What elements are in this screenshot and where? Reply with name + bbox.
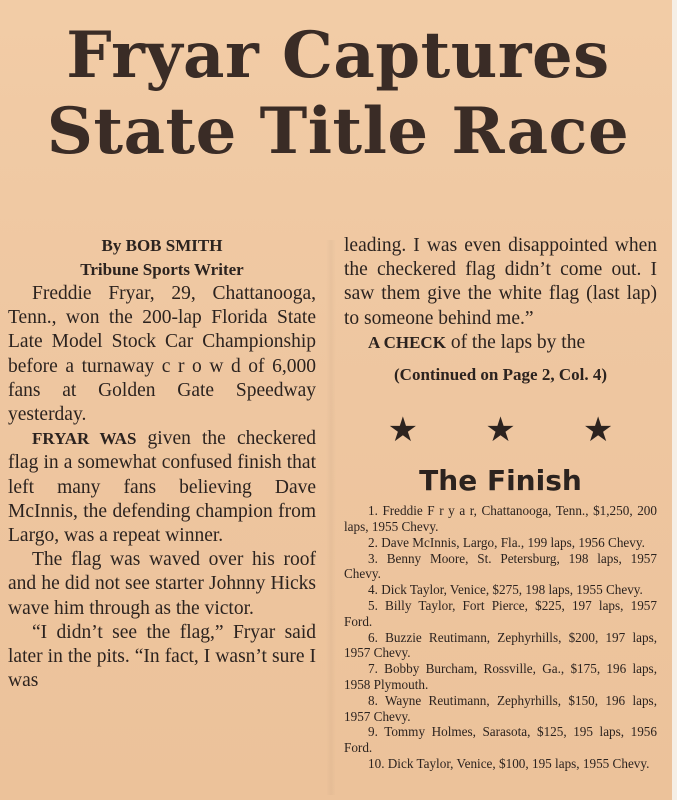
byline-role: Tribune Sports Writer — [80, 260, 244, 279]
paragraph-3: The flag was waved over his roof and he did not see starter Johnny Hicks wave him through as the victor. — [8, 549, 316, 619]
finish-heading: The Finish — [419, 464, 582, 498]
continued-note: (Continued on Page 2, Col. 4) — [394, 365, 607, 385]
star-icon: ★ — [485, 412, 516, 450]
paragraph-6 — [344, 331, 657, 355]
finish-item: 8. Wayne Reutimann, Zephyrhills, $150, 196 laps, 1957 Chevy. — [344, 692, 657, 724]
paragraph-2 — [8, 427, 316, 548]
finish-results-list — [344, 503, 657, 772]
headline-line-2: State Title Race — [46, 94, 630, 169]
byline-author: By BOB SMITH — [101, 236, 223, 255]
column-gutter — [326, 240, 336, 795]
star-icon: ★ — [582, 412, 614, 450]
finish-item: 10. Dick Taylor, Venice, $100, 195 laps, 1955 Chevy. — [368, 755, 650, 771]
finish-item: 1. Freddie F r y a r, Chattanooga, Tenn., $1,250, 200 laps, 1955 Chevy. — [344, 503, 657, 535]
finish-item: 4. Dick Taylor, Venice, $275, 198 laps, 1955 Chevy. — [368, 582, 643, 598]
finish-item: 9. Tommy Holmes, Sarasota, $125, 195 laps, 1956 Ford. — [344, 724, 657, 756]
finish-item: 3. Benny Moore, St. Petersburg, 198 laps, 1957 Chevy. — [344, 550, 657, 582]
article-column-1 — [8, 234, 316, 693]
finish-item: 6. Buzzie Reutimann, Zephyrhills, $200, 197 laps, 1957 Chevy. — [344, 629, 657, 661]
article-column-2 — [344, 234, 657, 772]
headline-line-1: Fryar Captures — [66, 18, 610, 93]
star-icon: ★ — [387, 412, 419, 450]
paragraph-5: leading. I was even disappointed when the checkered flag didn’t come out. I saw them give the white flag (last lap) to someone behind me.” — [344, 235, 657, 329]
finish-item: 5. Billy Taylor, Fort Pierce, $225, 197 laps, 1957 Ford. — [344, 598, 657, 629]
paragraph-2-text: given the checkered flag in a somewhat confused finish that left many fans believing Dave McInnis, the defending champion from Largo, was a repeat winner. — [8, 428, 317, 547]
finish-item: 2. Dave McInnis, Largo, Fla., 199 laps, 1956 Chevy. — [368, 534, 645, 550]
paragraph-2-lead: FRYAR WAS — [32, 429, 137, 449]
finish-item: 7. Bobby Burcham, Rossville, Ga., $175, 196 laps, 1958 Plymouth. — [344, 661, 657, 692]
headline — [8, 18, 668, 170]
paragraph-6-text: of the laps by the — [445, 331, 586, 353]
clipping-edge — [672, 0, 677, 800]
paragraph-4: “I didn’t see the flag,” Fryar said later in the pits. “In fact, I wasn’t sure I was — [8, 621, 316, 692]
paragraph-1: Freddie Fryar, 29, Chattanooga, Tenn., won the 200-lap Florida State Late Model Stock Car Championship before a turnaway c r o w d of 6,000 fans at Golden Gate Speedway yesterday. — [8, 283, 316, 426]
paragraph-6-lead: A CHECK — [368, 332, 446, 352]
star-divider — [344, 411, 657, 451]
